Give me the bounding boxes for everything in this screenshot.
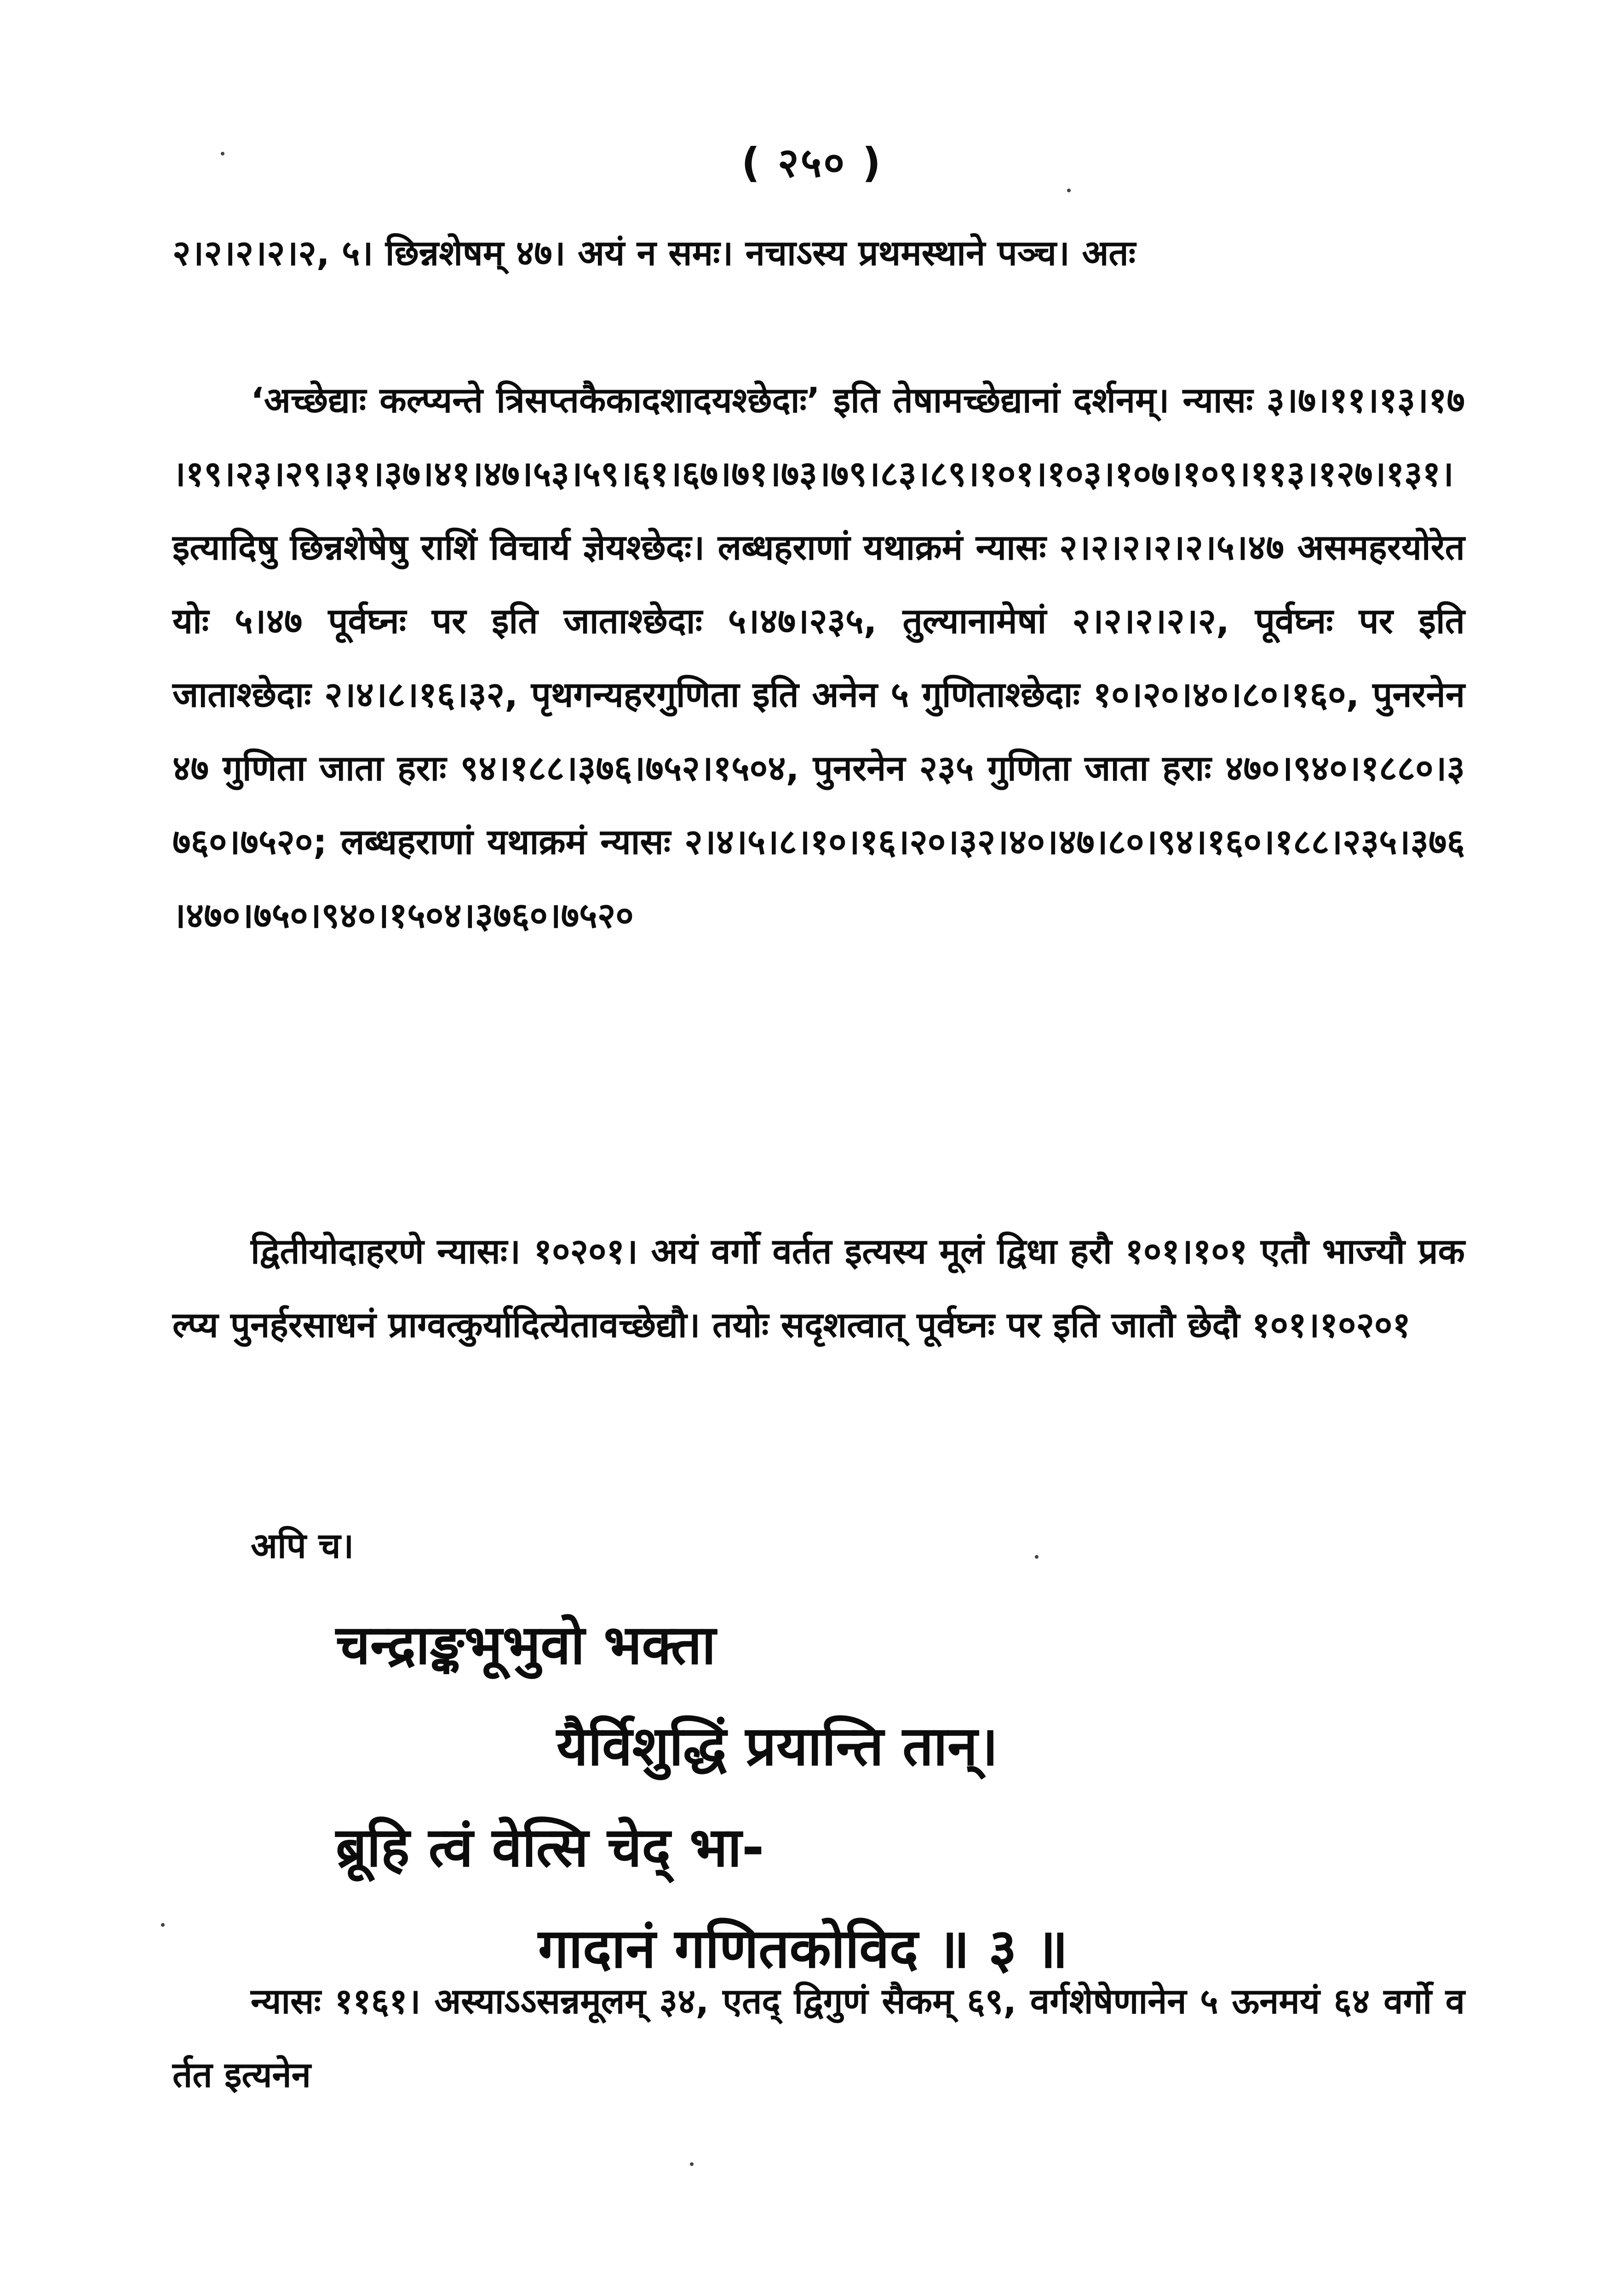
verse-line-2: यैर्विशुद्धिं प्रयान्ति तान्। <box>557 1714 999 1778</box>
verse-line-4: गादानं गणितकोविद ॥ ३ ॥ <box>538 1917 1068 1980</box>
verse-line-1: चन्द्राङ्कभूभुवो भक्ता <box>336 1613 716 1676</box>
scan-speck <box>1035 1555 1039 1559</box>
paragraph-1: २।२।२।२।२, ५। छिन्नशेषम् ४७। अयं न समः। नचाऽस्य प्रथमस्थाने पञ्च। अतः <box>172 232 1136 273</box>
paragraph-4: अपि च। <box>251 1525 354 1566</box>
paragraph-2: ‘अच्छेद्याः कल्प्यन्ते त्रिसप्तकैकादशादयश्छेदाः’ इति तेषामच्छेद्यानां दर्शनम्। न्यासः ३।७।११।१३।१७।१९।२३।२९।३१।३७।४१।४७।५३।५९।६१।६७।७१।७३।७९।८३।८९।१०१।१०३।१०७।१०९।११३।१२७।१३१। इत्यादिषु छिन्नशेषेषु राशिं विचार्य ज्ञेयश्छेदः। लब्धहराणां यथाक्रमं न्यासः २।२।२।२।२।५।४७ असमहरयोरेतयोः ५।४७ पूर्वघ्नः पर इति जाताश्छेदाः ५।४७।२३५, तुल्यानामेषां २।२।२।२।२, पूर्वघ्नः पर इति जाताश्छेदाः २।४।८।१६।३२, पृथगन्यहरगुणिता इति अनेन ५ गुणिताश्छेदाः १०।२०।४०।८०।१६०, पुनरनेन ४७ गुणिता जाता हराः ९४।१८८।३७६।७५२।१५०४, पुनरनेन २३५ गुणिता जाता हराः ४७०।९४०।१८८०।३७६०।७५२०; लब्धहराणां यथाक्रमं न्यासः २।४।५।८।१०।१६।२०।३२।४०।४७।८०।९४।१६०।१८८।२३५।३७६।४७०।७५०।९४०।१५०४।३७६०।७५२० <box>172 380 1465 936</box>
scan-speck <box>690 2162 694 2166</box>
page-number: ( २५० ) <box>741 139 883 186</box>
scan-speck <box>1067 189 1071 192</box>
scan-speck <box>161 1923 165 1927</box>
paragraph-3: द्वितीयोदाहरणे न्यासः। १०२०१। अयं वर्गो वर्तत इत्यस्य मूलं द्विधा हरौ १०१।१०१ एतौ भाज्यौ प्रकल्प्य पुनर्हरसाधनं प्राग्वत्कुर्यादित्येतावच्छेद्यौ। तयोः सदृशत्वात् पूर्वघ्नः पर इति जातौ छेदौ १०१।१०२०१ <box>172 1231 1465 1345</box>
verse-line-3: ब्रूहि त्वं वेत्सि चेद् भा- <box>336 1815 764 1879</box>
scan-speck <box>221 152 224 156</box>
paragraph-5: न्यासः ११६१। अस्याऽऽसन्नमूलम् ३४, एतद् द्विगुणं सैकम् ६९, वर्गशेषेणानेन ५ ऊनमयं ६४ वर्गो वर्तत इत्यनेन <box>172 1981 1465 2095</box>
